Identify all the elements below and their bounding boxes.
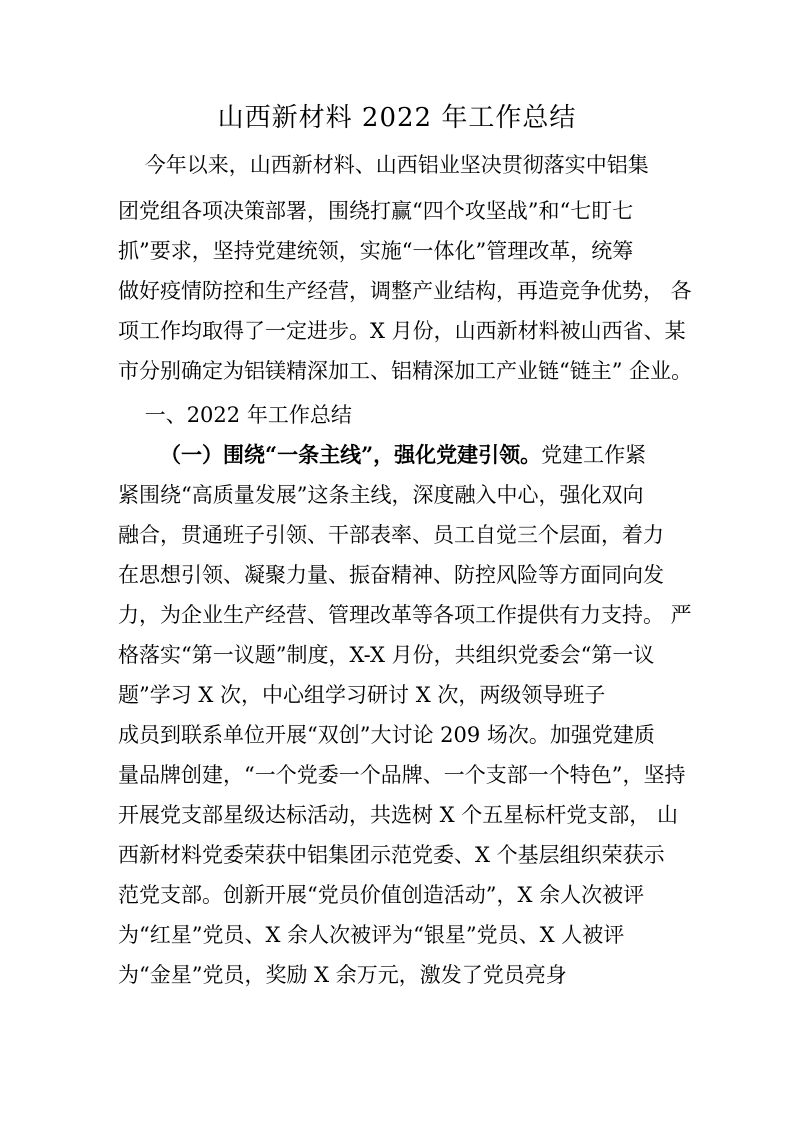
body-line: 量品牌创建，“一个党委一个品牌、一个支部一个特色”，坚持 [118, 763, 686, 787]
body-line: 力，为企业生产经营、管理改革等各项工作提供有力支持。 严 [118, 603, 692, 627]
body-line: 范党支部。创新开展“党员价值创造活动”，X 余人次被评 [118, 883, 645, 907]
body-line: 格落实“第一议题”制度，X-X 月份，共组织党委会“第一议 [118, 643, 655, 667]
body-line: 紧围绕“高质量发展”这条主线，深度融入中心，强化双向 [118, 483, 644, 507]
section-heading: 一、2022 年工作总结 [118, 403, 352, 427]
body-line: 成员到联系单位开展“双创”大讨论 209 场次。加强党建质 [118, 723, 655, 747]
body-line: 开展党支部星级达标活动，共选树 X 个五星标杆党支部， 山 [118, 803, 678, 827]
body-line: 在思想引领、凝聚力量、振奋精神、防控风险等方面同向发 [118, 563, 664, 587]
body-line: 融合，贯通班子引领、干部表率、员工自觉三个层面，着力 [118, 523, 664, 547]
subsection-heading: （一）围绕“一条主线”，强化党建引领。 [160, 442, 542, 467]
page-title: 山西新材料 2022 年工作总结 [217, 103, 577, 133]
body-line: 西新材料党委荣获中铝集团示范党委、X 个基层组织荣获示 [118, 843, 665, 867]
body-line: 题”学习 X 次，中心组学习研讨 X 次，两级领导班子 [118, 683, 606, 707]
subsection-line [118, 440, 646, 470]
body-line: 今年以来，山西新材料、山西铝业坚决贯彻落实中铝集 [118, 153, 649, 177]
body-line: 项工作均取得了一定进步。X 月份，山西新材料被山西省、某 [118, 319, 686, 343]
body-line: 为“金星”党员，奖励 X 余万元，激发了党员亮身 [118, 963, 567, 987]
body-line: 抓”要求，坚持党建统领，实施“一体化”管理改革，统筹 [118, 239, 634, 263]
subsection-heading-tail: 党建工作紧 [541, 443, 647, 467]
body-line: 为“红星”党员、X 余人次被评为“银星”党员、X 人被评 [118, 923, 625, 947]
body-line: 团党组各项决策部署，围绕打赢“四个攻坚战”和“七盯七 [118, 199, 634, 223]
body-line: 做好疫情防控和生产经营，调整产业结构，再造竞争优势， 各 [118, 279, 692, 303]
body-line: 市分别确定为铝镁精深加工、铝精深加工产业链“链主” 企业。 [118, 359, 693, 383]
